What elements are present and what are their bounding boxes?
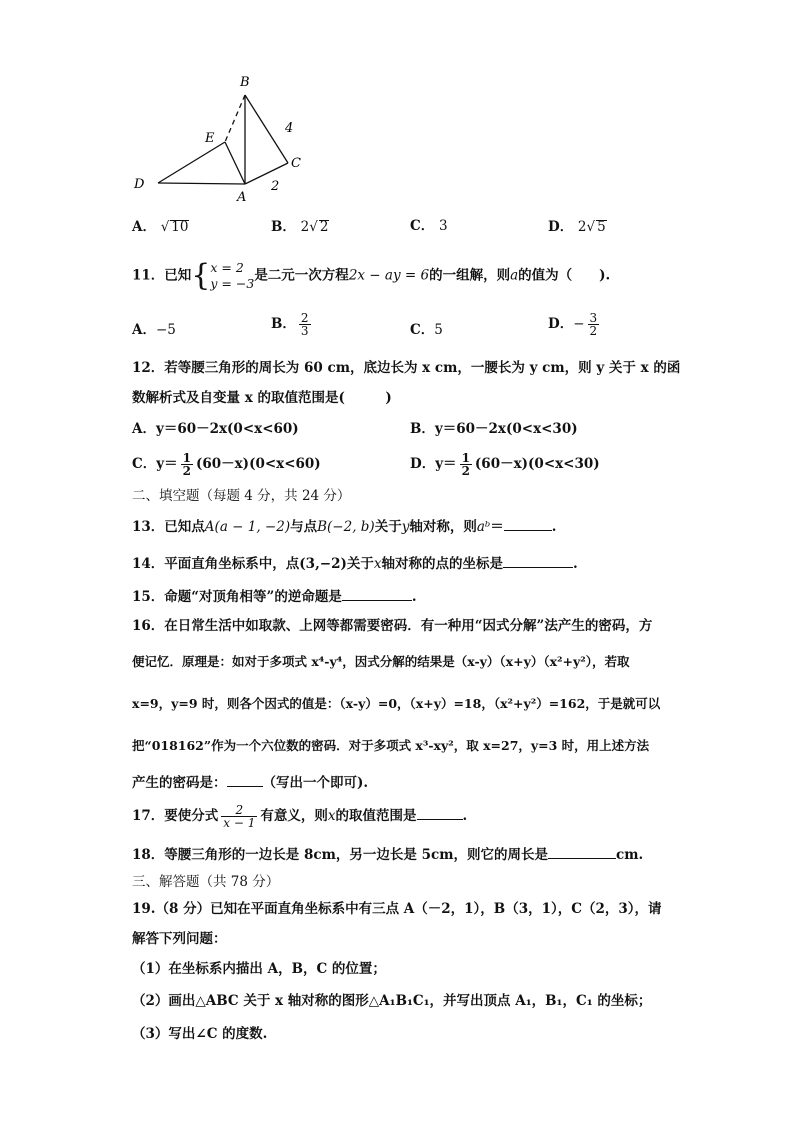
section-heading-answer: 三、解答题（共 78 分） (132, 874, 280, 890)
q13-suffix: 轴对称，则 (409, 519, 477, 535)
q13 (132, 521, 557, 535)
q14-end: . (572, 556, 578, 572)
q11-option-c[interactable] (410, 324, 443, 338)
option-label: C． (410, 322, 435, 338)
label-c: C (291, 156, 301, 171)
q10-option-a[interactable]: A． √ 10 (132, 219, 189, 235)
q19-sub2: （2）画出△ABC 关于 x 轴对称的图形△A₁B₁C₁，并写出顶点 A₁，B₁，C₁ 的坐标； (132, 993, 652, 1009)
option-prefix: D．y＝ (410, 456, 457, 472)
q11-var: a (510, 267, 519, 284)
q16-line5-prefix: 产生的密码是： (132, 775, 227, 791)
q13-mid2: 关于 (374, 519, 402, 535)
q11-equation: 2x − ay = 6 (348, 267, 430, 284)
segment-de (158, 142, 225, 183)
q17-suffix: 的取值范围是 (335, 808, 417, 824)
q11-stem: 11．已知{ x = 2 y = −3 是二元一次方程2x − ay = 6的一组解，则a的值为（ ). (132, 258, 611, 293)
segment-ea (225, 142, 245, 184)
geometry-figure (125, 70, 315, 205)
q13-axis: y (401, 519, 410, 535)
q19-sub1: （1）在坐标系内描出 A，B，C 的位置； (132, 961, 386, 977)
option-label: B． (271, 316, 296, 332)
q11-system-line2: y = −3 (210, 276, 255, 291)
option-suffix: (60－x)(0<x<60) (195, 456, 321, 472)
q14-axis: x (373, 556, 382, 572)
q13-prefix: 13．已知点 (132, 519, 205, 535)
q19-sub3: （3）写出∠C 的度数. (132, 1026, 268, 1042)
q18 (132, 849, 643, 863)
q11-suffix2: 的值为（ ). (518, 267, 611, 284)
option-label: A． (132, 219, 156, 235)
q13-end: . (551, 519, 557, 535)
q13-mid: 与点 (290, 519, 318, 535)
frac-num: 1 (461, 451, 470, 465)
q16-line2: 便记忆．原理是：如对于多项式 x⁴-y⁴，因式分解的结果是（x-y）（x+y）（x²+y²），若取 (132, 654, 630, 669)
q13-eq: ＝ (490, 519, 504, 535)
q17 (132, 804, 467, 829)
q17-mid: 有意义，则 (260, 808, 328, 824)
segment-da (158, 183, 245, 184)
segment-ca (245, 163, 288, 184)
section-heading-fill-in: 二、填空题（每题 4 分，共 24 分） (132, 488, 351, 504)
q16-line5 (132, 777, 368, 791)
segment-bc (245, 95, 288, 163)
q11-option-d[interactable] (548, 312, 602, 337)
q17-var: x (327, 808, 336, 824)
label-length-2: 2 (271, 179, 280, 194)
option-prefix: C．y＝ (132, 456, 178, 472)
frac-den: 2 (589, 324, 598, 338)
frac-den: x − 1 (223, 816, 256, 830)
q18-end: cm. (615, 847, 644, 863)
q15-text: 15．命题“对顶角相等”的逆命题是 (132, 589, 342, 605)
q18-prefix: 18．等腰三角形的一边长是 8cm，另一边长是 5cm，则它的周长是 (132, 847, 548, 863)
frac-den: 2 (182, 464, 191, 478)
label-a: A (237, 190, 247, 205)
q12-option-d[interactable] (410, 452, 600, 477)
label-d: D (134, 177, 145, 192)
option-suffix: (60－x)(0<x<30) (474, 456, 600, 472)
q11-option-a[interactable] (132, 324, 176, 338)
q17-prefix: 17．要使分式 (132, 808, 219, 824)
option-value: −5 (155, 322, 176, 338)
q13-point-b: B(−2, b) (317, 519, 375, 535)
q11-mid: 是二元一次方程 (254, 267, 349, 284)
q19-line1: 19.（8 分）已知在平面直角坐标系中有三点 A（－2，1），B（3，1），C（2，3），请 (132, 901, 662, 917)
q15-answer-blank[interactable] (342, 600, 412, 601)
frac-num: 1 (182, 451, 191, 465)
q15-end: . (411, 589, 417, 605)
q14-prefix: 14．平面直角坐标系中，点(3,−2)关于 (132, 556, 374, 572)
q14-answer-blank[interactable] (503, 567, 573, 568)
option-value: 10 (171, 219, 189, 235)
q16-line1: 16．在日常生活中如取款、上网等都需要密码．有一种用“因式分解”法产生的密码，方 (132, 618, 653, 634)
q16-line4: 把“018162”作为一个六位数的密码．对于多项式 x³-xy²，取 x=27，y=3 时，用上述方法 (132, 738, 650, 753)
q18-answer-blank[interactable] (548, 858, 616, 859)
option-label: A． (132, 322, 156, 338)
q11-suffix1: 的一组解，则 (429, 267, 511, 284)
q13-expr: aᵇ (476, 519, 491, 535)
q16-line3: x=9，y=9 时，则各个因式的值是：（x-y）=0，（x+y）=18，（x²+y²）=162，于是就可以 (132, 696, 661, 711)
q17-answer-blank[interactable] (417, 819, 463, 820)
q10-option-b[interactable]: B． 2√ 2 (271, 219, 329, 235)
q15 (132, 591, 417, 605)
option-coef: 2 (577, 219, 587, 235)
q10-option-c[interactable] (410, 220, 448, 234)
option-label: D． (548, 219, 574, 235)
q12-option-a[interactable]: A．y＝60－2x(0<x<60) (132, 421, 299, 437)
option-label: D． (548, 316, 574, 332)
q11-option-b[interactable] (271, 312, 314, 337)
frac-num: 3 (589, 311, 598, 325)
q12-line2: 数解析式及自变量 x 的取值范围是( ) (132, 390, 392, 406)
q19-line2: 解答下列问题： (132, 931, 227, 947)
q13-answer-blank[interactable] (504, 530, 552, 531)
label-length-4: 4 (285, 121, 294, 136)
label-e: E (205, 131, 215, 146)
option-value: 3 (438, 218, 448, 234)
option-value: 2 (319, 219, 329, 235)
option-value: 5 (597, 219, 606, 235)
frac-num: 2 (300, 311, 309, 325)
q14 (132, 558, 578, 572)
segment-be-dashed (225, 95, 245, 142)
label-b: B (240, 75, 250, 90)
q11-system-line1: x = 2 (210, 260, 244, 275)
q12-line1: 12．若等腰三角形的周长为 60 cm，底边长为 x cm，一腰长为 y cm，则 y 关于 x 的函 (132, 360, 681, 376)
q11-prefix: 11．已知 (132, 267, 192, 284)
option-value: 5 (434, 322, 443, 338)
frac-den: 2 (461, 464, 470, 478)
q10-option-d[interactable]: D． 2√ 5 (548, 219, 606, 235)
q12-option-b[interactable]: B．y＝60－2x(0<x<30) (410, 421, 578, 437)
frac-den: 3 (300, 324, 309, 338)
q14-suffix: 轴对称的点的坐标是 (381, 556, 503, 572)
frac-num: 2 (235, 803, 244, 817)
option-label: B． (271, 219, 296, 235)
q16-answer-blank[interactable] (227, 786, 263, 787)
q12-option-c[interactable] (132, 452, 321, 477)
option-coef: 2 (300, 219, 310, 235)
option-label: C． (410, 218, 435, 234)
q17-end: . (462, 808, 468, 824)
q16-line5-suffix: （写出一个即可). (262, 775, 369, 791)
q13-point-a: A(a − 1, −2) (204, 519, 291, 535)
option-sign: − (573, 316, 585, 332)
